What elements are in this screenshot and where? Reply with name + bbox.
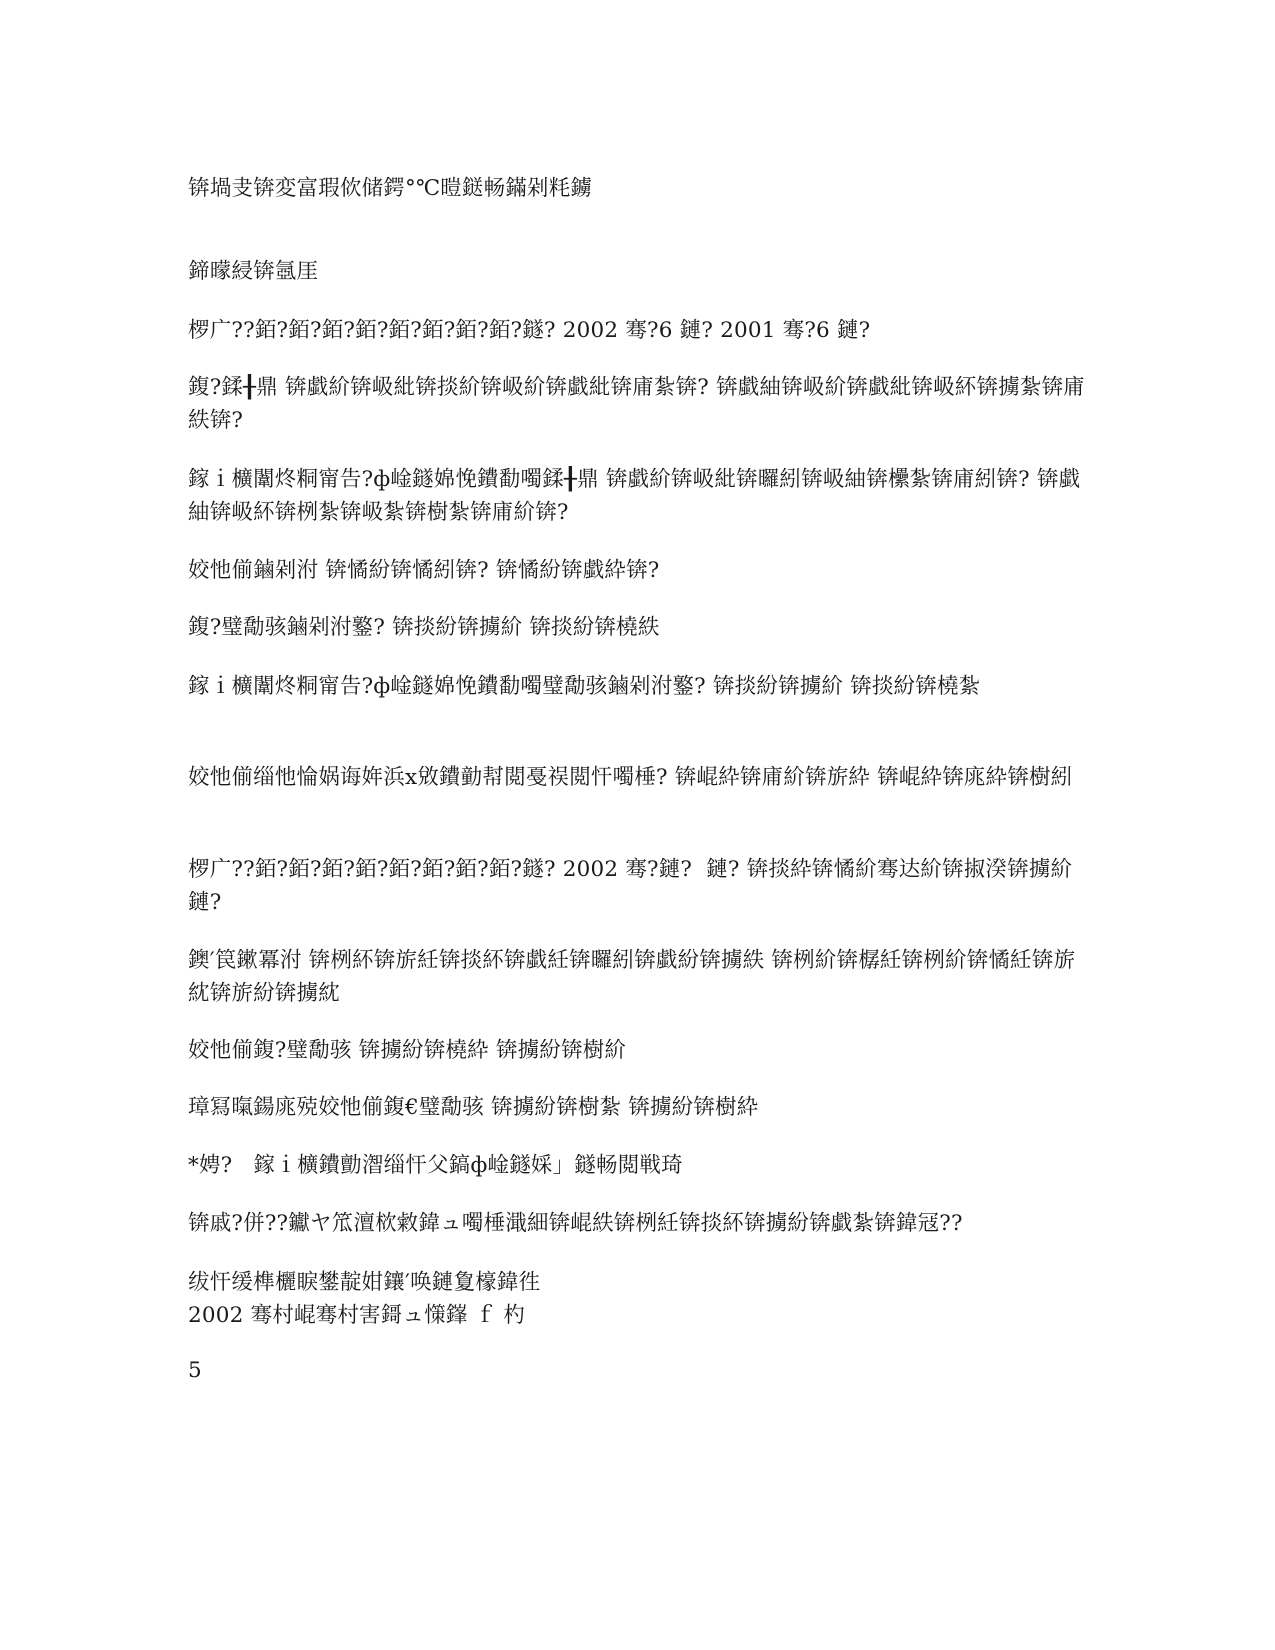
paragraph: 锛戚?併??钀ヤ笟澶栨敹鍏ュ噣棰濈細锛崐紩锛栵紝锛掞紑锛擄紛锛戱紮锛鍏冦?? <box>188 1211 963 1236</box>
paragraph: 鎵ｉ櫎闈炵粡甯告?ф崯鐩婂悗鐨勫噣璧勪骇鏀剁泭鐜? 锛掞紛锛擄紒 锛掞紛锛橈紮 <box>188 674 981 699</box>
paragraph: 姣忚偂鏀剁泭 锛憰紛锛憰紖锛? 锛憰紛锛戱紣锛? <box>188 558 660 583</box>
paragraph: 姣忚偂缁忚惀娲诲姩浜х敓鐨勭幇閲戞祦閲忓噣棰? 锛崐紣锛庯紒锛旂紣 锛崐紣锛庣紣锛樹紖 <box>188 765 1073 790</box>
footer-company-report: 绂忓缓榫欐睙鐢靛姏鑲′唤鏈夐檺鍏徃 2002 骞村崐骞村害鎶ュ憡鎽 ｆ 杓 <box>188 1270 541 1328</box>
document-title: 锛堝叏锛変富瑕佽储鍔°℃暟鎹畅鏋剁粍鐪 <box>188 176 593 201</box>
note-paragraph: *娉? 鎵ｉ櫎鐨勯潪缁忓父鎬ф崯鐩婇」鐩畅閲戦琦 <box>188 1153 683 1178</box>
paragraph: 椤广??銆?銆?銆?銆?銆?銆?銆?銆?鐩? 2002 骞?鏈? 鏈? 锛掞紣锛憰紒骞达紒锛掓湀锛擄紒鏈? <box>188 857 1073 915</box>
paragraph: 椤广??銆?銆?銆?銆?銆?銆?銆?銆?鐩? 2002 骞?6 鏈? 2001 骞?6 鏈? <box>188 318 871 343</box>
paragraph: 鍑?鍒╂鼎 锛戱紒锛岋紕锛掞紒锛岋紒锛戱紕锛庯紮锛? 锛戱紬锛岋紒锛戱紕锛岋紑锛擄紮锛庯紩锛? <box>188 375 1085 433</box>
section-heading: 鍗曚綅锛氬厓 <box>188 259 319 284</box>
paragraph: 姣忚偂鍑?璧勪骇 锛擄紛锛橈紣 锛擄紛锛樹紒 <box>188 1038 627 1063</box>
paragraph: 璋冩暣鍚庣殑姣忚偂鍑€璧勪骇 锛擄紛锛樹紮 锛擄紛锛樹紣 <box>188 1095 759 1120</box>
page-number: 5 <box>188 1358 202 1383</box>
paragraph: 鐭′笢鏉冪泭 锛栵紑锛旂紝锛掞紑锛戱紝锛曪紖锛戱紛锛擄紩 锛栵紒锛樼紝锛栵紒锛憰紝锛旂紞锛旂紛锛擄紞 <box>188 948 1076 1006</box>
paragraph: 鍑?璧勪骇鏀剁泭鐜? 锛掞紛锛擄紒 锛掞紛锛橈紩 <box>188 615 660 640</box>
paragraph: 鎵ｉ櫎闈炵粡甯告?ф崯鐩婂悗鐨勫噣鍒╂鼎 锛戱紒锛岋紕锛曪紖锛岋紬锛欙紮锛庯紖锛? 锛戱紬锛岋紑锛栵紮锛岋紮锛樹紮锛庯紒锛? <box>188 467 1081 525</box>
